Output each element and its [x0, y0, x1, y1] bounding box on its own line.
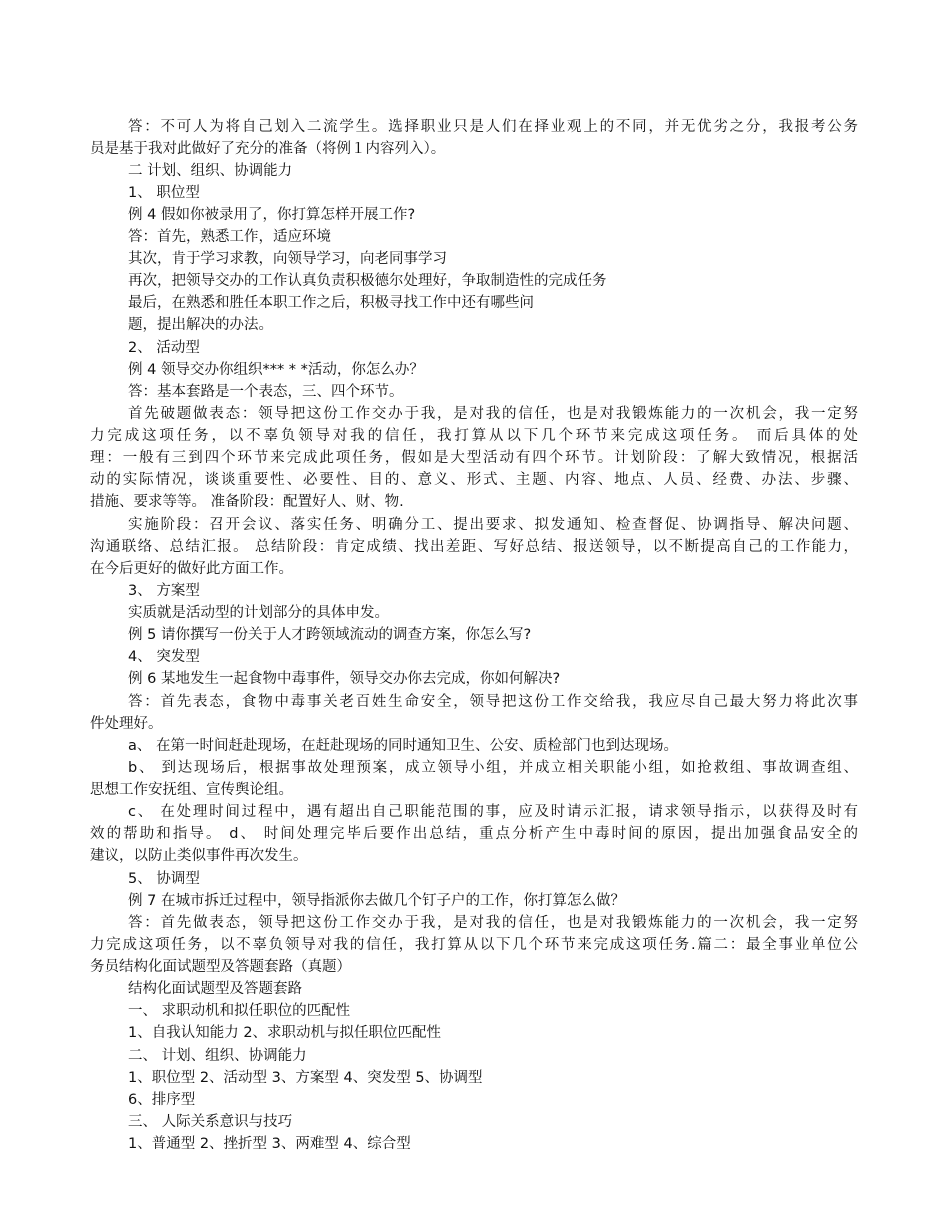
- text-line: 实施阶段：召开会议、落实任务、明确分工、提出要求、拟发通知、检查督促、协调指导、解决问题、: [128, 517, 858, 533]
- text-line: 建议，以防止类似事件再次发生。: [90, 848, 308, 864]
- text-line: 务员结构化面试题型及答题套路（真题）: [90, 959, 351, 975]
- text-line: 1、自我认知能力 2、求职动机与拟任职位匹配性: [128, 1025, 442, 1041]
- text-line: 1、普通型 2、挫折型 3、两难型 4、综合型: [128, 1136, 411, 1152]
- section-heading: 一、 求职动机和拟任职位的匹配性: [128, 1003, 351, 1019]
- section-heading: 二、 计划、组织、协调能力: [128, 1048, 307, 1064]
- text-line: 例 6 某地发生一起食物中毒事件，领导交办你去完成，你如何解决?: [128, 671, 561, 687]
- text-line: 实质就是活动型的计划部分的具体申发。: [128, 605, 389, 621]
- text-line: 理：一般有三到四个环节来完成此项任务，假如是大型活动有四个环节。计划阶段：了解大致情况，根据活: [90, 450, 858, 466]
- text-line: 答：基本套路是一个表态，三、四个环节。: [128, 384, 404, 400]
- text-line: 例 5 请你撰写一份关于人才跨领域流动的调查方案，你怎么写?: [128, 627, 532, 643]
- subsection-heading: 5、 协调型: [128, 871, 200, 887]
- text-line: 例 4 领导交办你组织*** * *活动，你怎么办？: [128, 362, 424, 378]
- section-heading: 三、 人际关系意识与技巧: [128, 1114, 293, 1130]
- text-line: 件处理好。: [90, 716, 163, 732]
- text-line: 例 4 假如你被录用了，你打算怎样开展工作?: [128, 207, 416, 223]
- subsection-heading: 2、 活动型: [128, 340, 200, 356]
- text-line: 答：不可人为将自己划入二流学生。选择职业只是人们在择业观上的不同，并无优劣之分，我报考公务: [128, 119, 858, 135]
- subsection-heading: 1、 职位型: [128, 185, 200, 201]
- text-line: 其次，肯于学习求教，向领导学习，向老同事学习: [128, 251, 447, 267]
- text-line: 措施、要求等等。 准备阶段：配置好人、财、物.: [90, 494, 404, 510]
- text-line: 效的帮助和指导。 d、 时间处理完毕后要作出总结，重点分析产生中毒时间的原因，提出加强食品安全的: [90, 826, 858, 842]
- text-line: 思想工作安抚组、宣传舆论组。: [90, 782, 293, 798]
- text-line: 6、排序型: [128, 1092, 196, 1108]
- text-line: 题，提出解决的办法。: [128, 317, 273, 333]
- text-line: 最后，在熟悉和胜任本职工作之后，积极寻找工作中还有哪些问: [128, 295, 534, 311]
- text-line: 例 7 在城市拆迁过程中，领导指派你去做几个钉子户的工作，你打算怎么做？: [128, 893, 625, 909]
- text-line: 沟通联络、总结汇报。 总结阶段：肯定成绩、找出差距、写好总结、报送领导，以不断提高自己的工作能力，: [90, 539, 858, 555]
- section-heading: 结构化面试题型及答题套路: [128, 981, 302, 997]
- text-line: 员是基于我对此做好了充分的准备（将例１内容列入）。: [90, 141, 446, 157]
- text-line: a、 在第一时间赶赴现场，在赶赴现场的同时通知卫生、公安、质检部门也到达现场。: [128, 738, 678, 754]
- text-line: 再次，把领导交办的工作认真负责积极德尔处理好，争取制造性的完成任务: [128, 273, 607, 289]
- text-line: 力完成这项任务，以不辜负领导对我的信任，我打算从以下几个环节来完成这项任务。 而后具体的处: [90, 428, 858, 444]
- section-heading: 二 计划、组织、协调能力: [128, 163, 293, 179]
- text-line: 在今后更好的做好此方面工作。: [90, 561, 293, 577]
- text-line: 首先破题做表态：领导把这份工作交办于我，是对我的信任，也是对我锻炼能力的一次机会，我一定努: [128, 406, 858, 422]
- text-line: 力完成这项任务，以不辜负领导对我的信任，我打算从以下几个环节来完成这项任务.篇二：最全事业单位公: [90, 937, 858, 953]
- text-line: b、 到达现场后，根据事故处理预案，成立领导小组，并成立相关职能小组，如抢救组、事故调查组、: [128, 760, 858, 776]
- text-line: 1、职位型 2、活动型 3、方案型 4、突发型 5、协调型: [128, 1070, 483, 1086]
- text-line: c、 在处理时间过程中，遇有超出自己职能范围的事，应及时请示汇报，请求领导指示，以获得及时有: [128, 804, 858, 820]
- text-line: 答：首先做表态，领导把这份工作交办于我，是对我的信任，也是对我锻炼能力的一次机会，我一定努: [128, 915, 858, 931]
- text-line: 答：首先表态，食物中毒事关老百姓生命安全，领导把这份工作交给我，我应尽自己最大努力将此次事: [128, 694, 858, 710]
- subsection-heading: 4、 突发型: [128, 649, 200, 665]
- text-line: 动的实际情况，谈谈重要性、必要性、目的、意义、形式、主题、内容、地点、人员、经费、办法、步骤、: [90, 472, 858, 488]
- text-line: 答：首先，熟悉工作，适应环境: [128, 229, 331, 245]
- subsection-heading: 3、 方案型: [128, 583, 200, 599]
